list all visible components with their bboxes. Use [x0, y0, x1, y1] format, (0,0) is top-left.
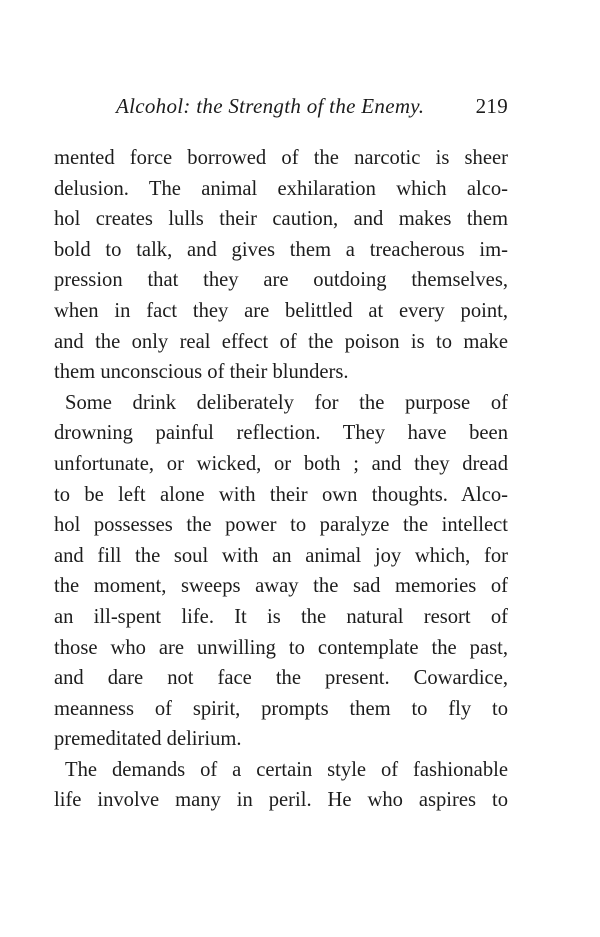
text-line: hol possesses the power to paralyze the intellect: [54, 514, 508, 537]
running-title: Alcohol: the Strength of the Enemy.: [116, 94, 425, 118]
text-line: and the only real effect of the poison is to make: [54, 330, 508, 353]
text-line: an ill-spent life. It is the natural resort of: [54, 605, 508, 628]
paragraph-start-line: Some drink deliberately for the purpose of: [65, 391, 508, 414]
paragraph-start-line: The demands of a certain style of fashionable: [65, 758, 508, 781]
text-line: unfortunate, or wicked, or both ; and they dread: [54, 452, 508, 475]
text-line: mented force borrowed of the narcotic is sheer: [54, 147, 508, 169]
text-line: hol creates lulls their caution, and makes them: [54, 208, 508, 231]
page-number: 219: [475, 94, 508, 118]
text-line: premeditated delirium.: [54, 728, 242, 751]
text-line: pression that they are outdoing themselves,: [54, 269, 508, 292]
text-line: delusion. The animal exhilaration which alco-: [54, 177, 508, 200]
running-head: [116, 94, 508, 122]
text-line: meanness of spirit, prompts them to fly to: [54, 697, 508, 720]
text-line: and fill the soul with an animal joy which, for: [54, 544, 508, 567]
text-line: life involve many in peril. He who aspires to: [54, 789, 508, 812]
text-line: drowning painful reflection. They have been: [54, 422, 508, 445]
text-line: bold to talk, and gives them a treacherous im-: [54, 238, 508, 261]
text-line: those who are unwilling to contemplate the past,: [54, 636, 508, 659]
text-line: and dare not face the present. Cowardice,: [54, 667, 508, 690]
text-line: to be left alone with their own thoughts. Alco-: [54, 483, 508, 506]
body-text: [54, 143, 508, 816]
text-line: them unconscious of their blunders.: [54, 361, 349, 384]
text-line: the moment, sweeps away the sad memories of: [54, 575, 508, 598]
text-line: when in fact they are belittled at every point,: [54, 299, 508, 322]
